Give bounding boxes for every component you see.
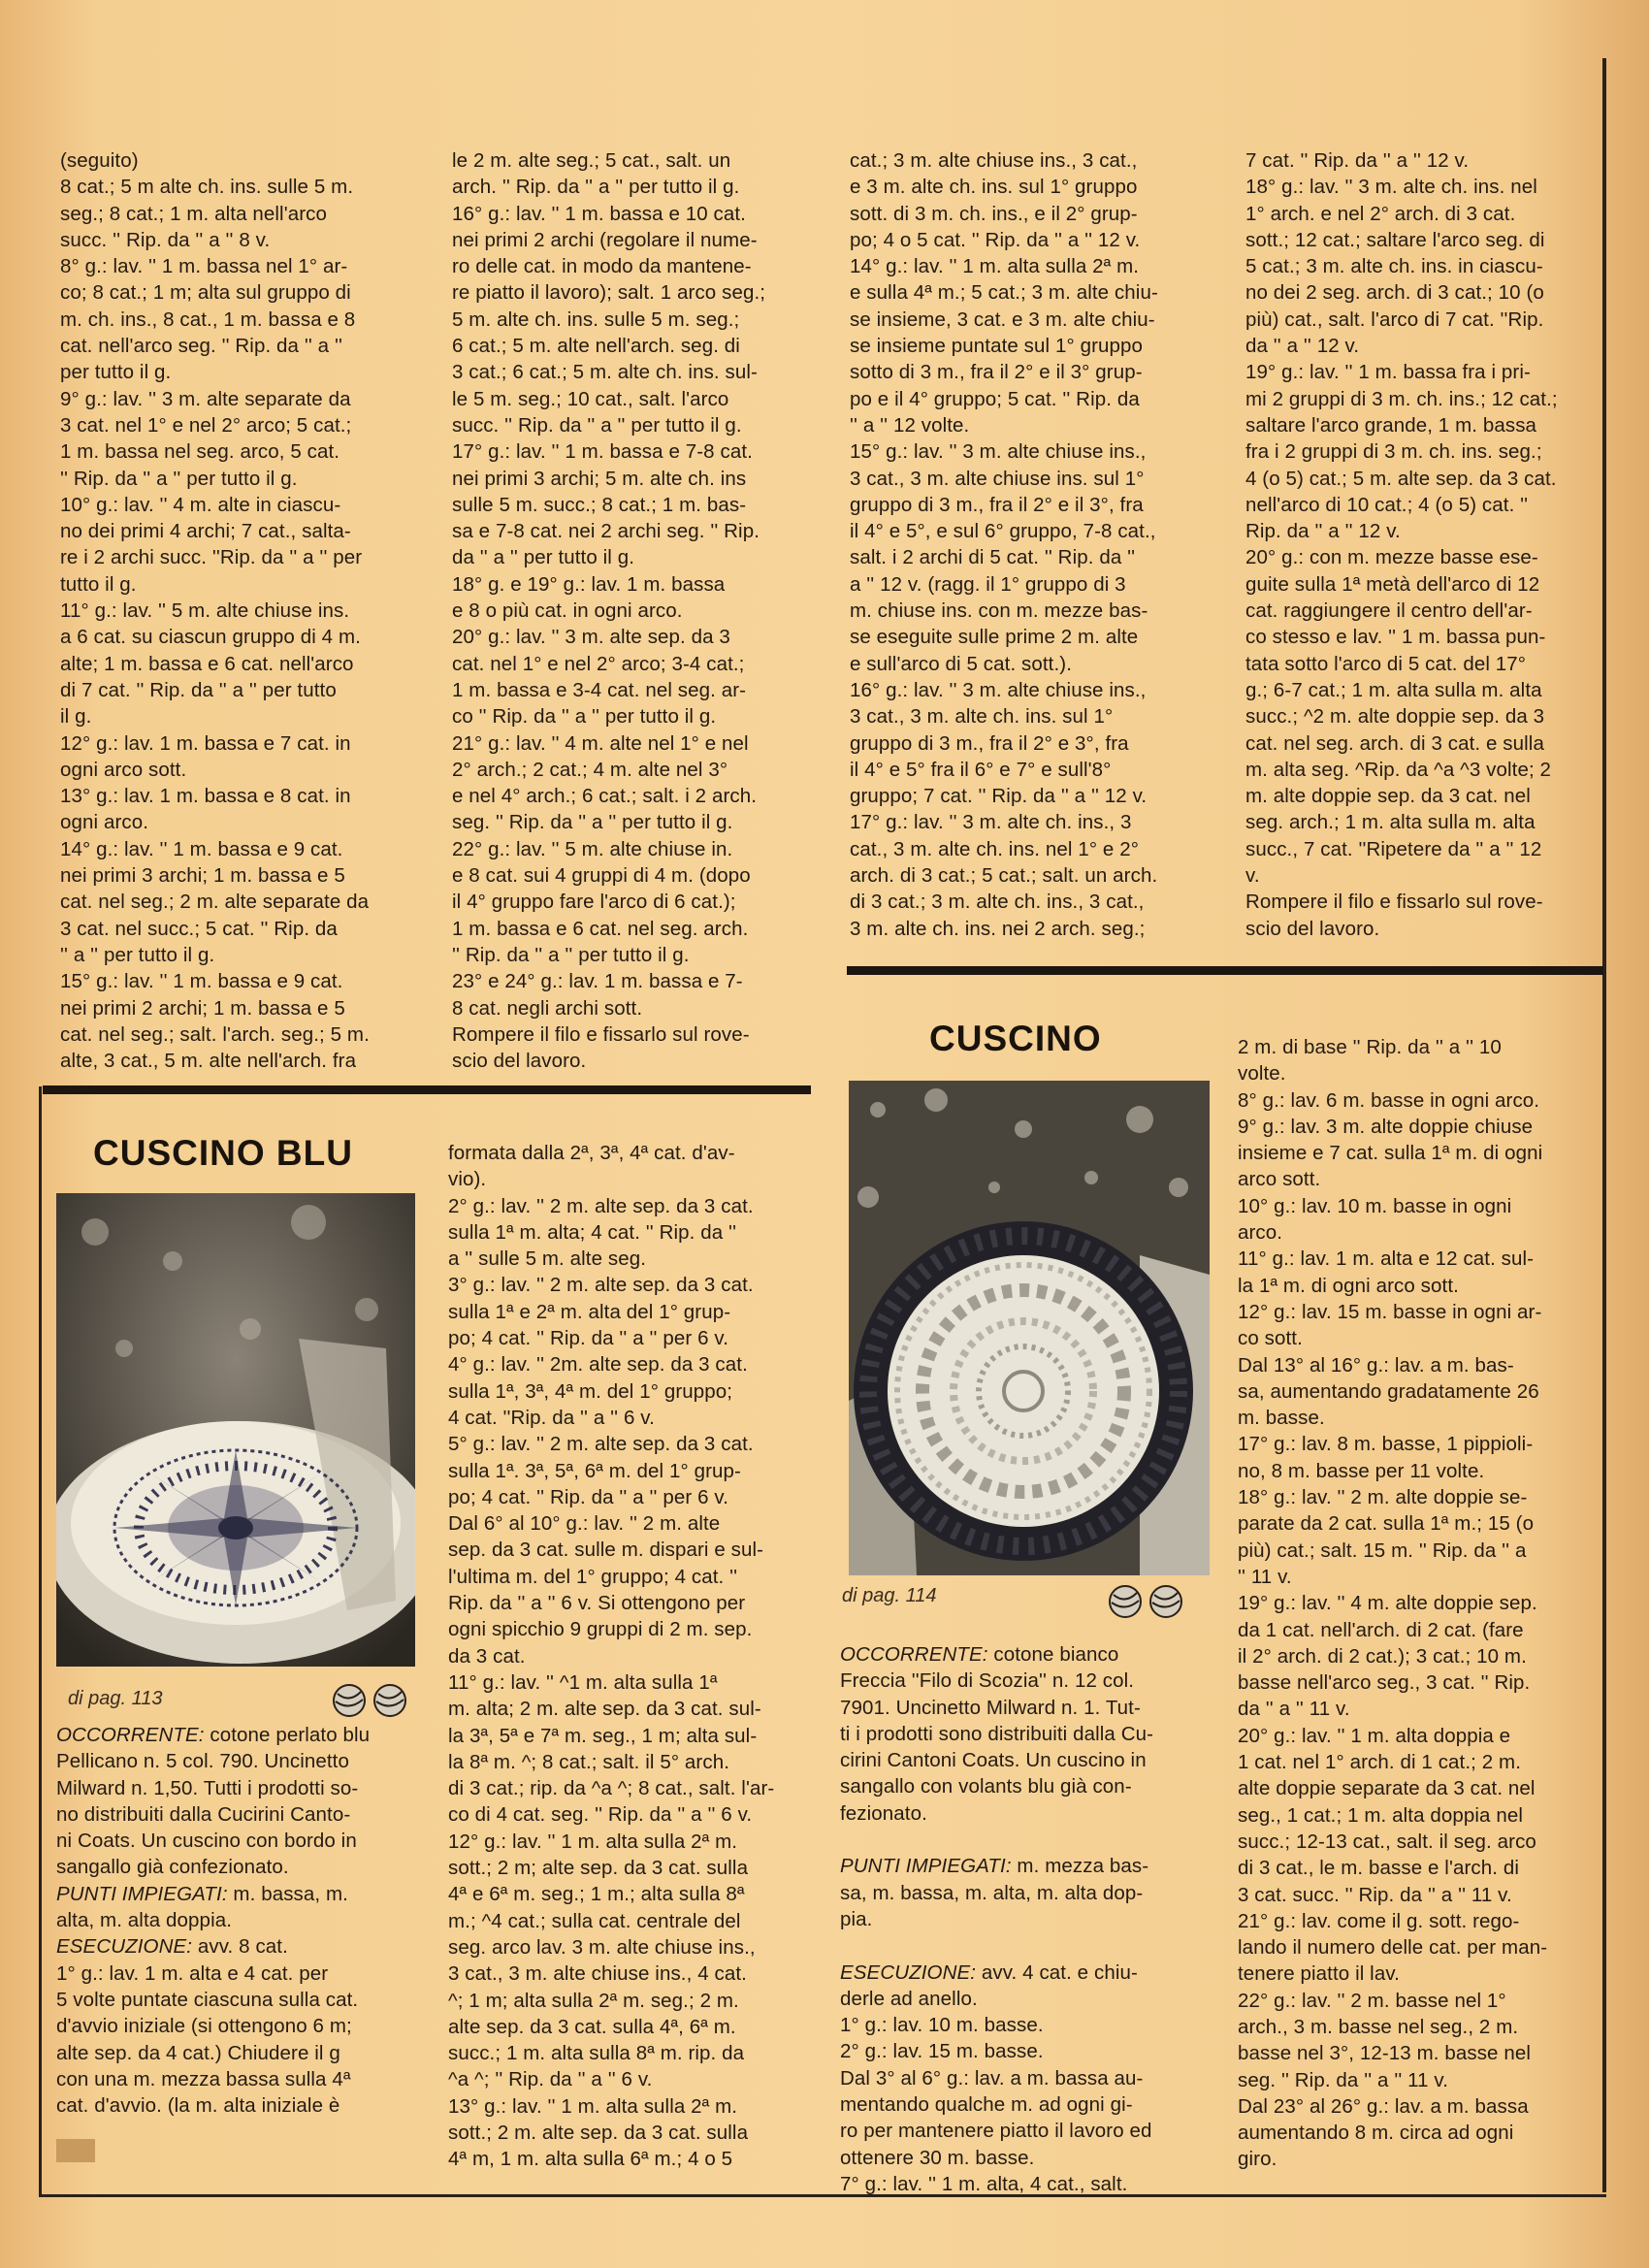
text-line: 1° g.: lav. 10 m. basse. (840, 2014, 1044, 2037)
cuscino-blu-materials-column (56, 1722, 425, 2119)
text-line: 7° g.: lav. '' 1 m. alta, 4 cat., salt. (840, 2172, 1128, 2195)
photo-caption-cuscino: di pag. 114 (842, 1585, 937, 1606)
text-line: 15° g.: lav. '' 3 m. alte chiuse ins., (850, 440, 1147, 464)
text-line: 13° g.: lav. 1 m. bassa e 8 cat. in (60, 785, 351, 808)
text-line: nell'arco di 10 cat.; 4 (o 5) cat. '' (1245, 493, 1529, 516)
text-line: sa e 7-8 cat. nei 2 archi seg. '' Rip. (452, 520, 760, 543)
text-line: alte sep. da 3 cat. sulla 4ª, 6ª m. (448, 2015, 736, 2038)
text-line: 4ª m, 1 m. alta sulla 6ª m.; 4 o 5 (448, 2148, 733, 2171)
text-line: 8 cat.; 5 m alte ch. ins. sulle 5 m. (60, 176, 354, 199)
text-line: 12° g.: lav. 15 m. basse in ogni ar- (1238, 1300, 1542, 1323)
text-line: v. (1245, 864, 1260, 888)
text-line: sulla 1ª e 2ª m. alta del 1° grup- (448, 1300, 731, 1323)
text-line: l'ultima m. del 1° gruppo; 4 cat. '' (448, 1565, 738, 1588)
text-line: 20° g.: con m. mezze basse ese- (1245, 546, 1538, 569)
text-line: sulla 1ª m. alta; 4 cat. '' Rip. da '' (448, 1220, 737, 1244)
text-line: più) cat., salt. l'arco di 7 cat. ''Rip. (1245, 308, 1544, 331)
text-line: Rompere il filo e fissarlo sul rove- (452, 1022, 750, 1046)
text-line: alte; 1 m. bassa e 6 cat. nell'arco (60, 652, 354, 675)
text-line: 8 cat. negli archi sott. (452, 996, 643, 1020)
text-line: la 1ª m. di ogni arco sott. (1238, 1274, 1459, 1297)
text-line: da '' a '' 12 v. (1245, 335, 1360, 358)
text-line: re piatto il lavoro); salt. 1 arco seg.; (452, 281, 766, 305)
border-line-left (39, 1086, 42, 2197)
text-line: 23° e 24° g.: lav. 1 m. bassa e 7- (452, 970, 743, 993)
text-line: guite sulla 1ª metà dell'arco di 12 (1245, 572, 1540, 596)
text-line: scio del lavoro. (1245, 917, 1380, 940)
text-line: tata sotto l'arco di 5 cat. del 17° (1245, 652, 1527, 675)
text-line: e 8 o più cat. in ogni arco. (452, 599, 683, 623)
photo-cuscino (849, 1081, 1210, 1575)
text-line: nei primi 3 archi; 1 m. bassa e 5 (60, 864, 345, 888)
text-line: po; 4 cat. '' Rip. da '' a '' per 6 v. (448, 1485, 728, 1508)
text-line: insieme e 7 cat. sulla 1ª m. di ogni (1238, 1142, 1543, 1165)
text-line: ti i prodotti sono distribuiti dalla Cu- (840, 1722, 1154, 1745)
text-line: cat.; 3 m. alte chiuse ins., 3 cat., (850, 149, 1138, 172)
text-line: 4ª e 6ª m. seg.; 1 m.; alta sulla 8ª (448, 1883, 745, 1906)
text-line: 16° g.: lav. '' 1 m. bassa e 10 cat. (452, 202, 746, 225)
text-line: cat. nel seg.; salt. l'arch. seg.; 5 m. (60, 1022, 370, 1046)
text-line: ottenere 30 m. basse. (840, 2146, 1035, 2169)
text-line: gruppo di 3 m., fra il 2° e il 3°, fra (850, 493, 1144, 516)
text-line: ro per mantenere piatto il lavoro ed (840, 2120, 1152, 2143)
text-line: il 4° gruppo fare l'arco di 6 cat.); (452, 891, 736, 914)
text-line: 5 m. alte ch. ins. sulle 5 m. seg.; (452, 308, 740, 331)
text-line: 18° g.: lav. '' 2 m. alte doppie se- (1238, 1486, 1528, 1509)
text-line: 4° g.: lav. '' 2m. alte sep. da 3 cat. (448, 1353, 748, 1377)
text-line: arco. (1238, 1221, 1283, 1245)
text-line: con una m. mezza bassa sulla 4ª (56, 2067, 351, 2090)
text-line: 3 cat. nel 1° e nel 2° arco; 5 cat.; (60, 413, 352, 437)
text-line: 8° g.: lav. 6 m. basse in ogni arco. (1238, 1088, 1540, 1112)
text-line: volte. (1238, 1062, 1286, 1085)
text-line: '' Rip. da '' a '' per tutto il g. (452, 943, 690, 966)
text-line: e sull'arco di 5 cat. sott.). (850, 652, 1072, 675)
text-line: giro. (1238, 2148, 1277, 2171)
text-line: 11° g.: lav. 1 m. alta e 12 cat. sul- (1238, 1247, 1535, 1271)
text-line: fra i 2 gruppi di 3 m. ch. ins. seg.; (1245, 440, 1542, 464)
text-line: tutto il g. (60, 572, 137, 596)
text-line: m. ch. ins., 8 cat., 1 m. bassa e 8 (60, 308, 356, 331)
text-line: sep. da 3 cat. sulle m. dispari e sul- (448, 1539, 764, 1562)
text-line: sotto di 3 m., fra il 2° e il 3° grup- (850, 361, 1143, 384)
text-line: 7901. Uncinetto Milward n. 1. Tut- (840, 1696, 1141, 1719)
text-line: scio del lavoro. (452, 1050, 587, 1073)
text-line: 17° g.: lav. '' 3 m. alte ch. ins., 3 (850, 811, 1132, 834)
text-line: 12° g.: lav. '' 1 m. alta sulla 2ª m. (448, 1830, 738, 1853)
text-line: 12° g.: lav. 1 m. bassa e 7 cat. in (60, 731, 351, 755)
text-line: a '' 12 v. (ragg. il 1° gruppo di 3 (850, 572, 1126, 596)
text-line: più) cat.; salt. 15 m. '' Rip. da '' a (1238, 1539, 1527, 1562)
text-line: ESECUZIONE: avv. 8 cat. (56, 1935, 288, 1959)
heading-label: OCCORRENTE: (56, 1724, 205, 1746)
heading-label: PUNTI IMPIEGATI: (56, 1882, 228, 1905)
text-line: Milward n. 1,50. Tutti i prodotti so- (56, 1776, 359, 1799)
text-line: 10° g.: lav. '' 4 m. alte in ciascu- (60, 493, 341, 516)
text-line: la 3ª, 5ª e 7ª m. seg., 1 m; alta sul- (448, 1724, 758, 1747)
text-line: seg., 1 cat.; 1 m. alta doppia nel (1238, 1803, 1523, 1827)
text-line: 2° g.: lav. 15 m. basse. (840, 2040, 1044, 2063)
text-line: sangallo già confezionato. (56, 1856, 289, 1879)
text-line: il 2° arch. di 2 cat.); 3 cat.; 10 m. (1238, 1644, 1527, 1668)
border-line-bottom (39, 2194, 1606, 2197)
text-line: Dal 3° al 6° g.: lav. a m. bassa au- (840, 2066, 1144, 2090)
text-line: sott.; 12 cat.; saltare l'arco seg. di (1245, 228, 1545, 251)
text-line: 2 m. di base '' Rip. da '' a '' 10 (1238, 1036, 1502, 1058)
text-line: po; 4 o 5 cat. '' Rip. da '' a '' 12 v. (850, 228, 1141, 251)
text-line: 21° g.: lav. come il g. sott. rego- (1238, 1909, 1520, 1932)
text-line: m. alte doppie sep. da 3 cat. nel (1245, 785, 1531, 808)
text-line: nei primi 2 archi; 1 m. bassa e 5 (60, 996, 345, 1020)
text-line: se eseguite sulle prime 2 m. alte (850, 626, 1139, 649)
text-line: 1 m. bassa e 6 cat. nel seg. arch. (452, 917, 749, 940)
text-line: lando il numero delle cat. per man- (1238, 1936, 1548, 1960)
text-line: succ. '' Rip. da '' a '' 8 v. (60, 228, 271, 251)
text-line: m. alta seg. ^Rip. da ^a ^3 volte; 2 (1245, 758, 1552, 781)
text-line: 6 cat.; 5 m. alte nell'arch. seg. di (452, 335, 740, 358)
text-line: 11° g.: lav. '' 5 m. alte chiuse ins. (60, 599, 350, 623)
text-line: 9° g.: lav. '' 3 m. alte separate da (60, 387, 351, 410)
text-line: Dal 6° al 10° g.: lav. '' 2 m. alte (448, 1512, 721, 1536)
text-line: succ.; 1 m. alta sulla 8ª m. rip. da (448, 2042, 745, 2065)
text-column-3 (850, 147, 1228, 942)
text-line: gruppo; 7 cat. '' Rip. da '' a '' 12 v. (850, 785, 1148, 808)
text-line: 1° g.: lav. 1 m. alta e 4 cat. per (56, 1961, 329, 1985)
text-line: di 3 cat.; 3 m. alte ch. ins., 3 cat., (850, 891, 1145, 914)
text-line: 8° g.: lav. '' 1 m. bassa nel 1° ar- (60, 255, 348, 278)
text-line: Pellicano n. 5 col. 790. Uncinetto (56, 1750, 349, 1773)
text-line: succ. '' Rip. da '' a '' per tutto il g. (452, 413, 742, 437)
text-line: Dal 23° al 26° g.: lav. a m. bassa (1238, 2094, 1529, 2118)
text-line: e 3 m. alte ch. ins. sul 1° gruppo (850, 176, 1138, 199)
text-line: '' Rip. da '' a '' per tutto il g. (60, 467, 298, 490)
text-line: ogni arco. (60, 811, 149, 834)
text-line: sulla 1ª, 3ª, 4ª m. del 1° gruppo; (448, 1379, 733, 1403)
heading-label: ESECUZIONE: (840, 1960, 977, 1984)
text-line: alta, m. alta doppia. (56, 1909, 233, 1932)
text-line: 5 cat.; 3 m. alte ch. ins. in ciascu- (1245, 255, 1543, 278)
text-line: seg.; 8 cat.; 1 m. alta nell'arco (60, 202, 327, 225)
cuscino-materials-column (840, 1641, 1213, 2197)
text-line: sulla 1ª. 3ª, 5ª, 6ª m. del 1° grup- (448, 1459, 741, 1482)
text-line: cat. nel 1° e nel 2° arco; 3-4 cat.; (452, 652, 745, 675)
text-line: pia. (840, 1907, 873, 1930)
cuscino-blu-instructions-column (448, 1140, 817, 2173)
section-title-cuscino: CUSCINO (929, 1019, 1102, 1058)
text-line: 21° g.: lav. '' 4 m. alte nel 1° e nel (452, 731, 749, 755)
text-line: ogni spicchio 9 gruppi di 2 m. sep. (448, 1618, 753, 1641)
text-line: nei primi 2 archi (regolare il nume- (452, 228, 758, 251)
text-line: m. basse. (1238, 1407, 1325, 1430)
text-line: 13° g.: lav. '' 1 m. alta sulla 2ª m. (448, 2094, 738, 2118)
text-line: seg. '' Rip. da '' a '' per tutto il g. (452, 811, 733, 834)
text-line: 3 m. alte ch. ins. nei 2 arch. seg.; (850, 917, 1146, 940)
text-line: ro delle cat. in modo da mantene- (452, 255, 752, 278)
text-line: sott.; 2 m; alte sep. da 3 cat. sulla (448, 1857, 749, 1880)
text-line: 20° g.: lav. '' 1 m. alta doppia e (1238, 1724, 1511, 1747)
text-line: 4 cat. ''Rip. da '' a '' 6 v. (448, 1406, 655, 1429)
text-line: cat., 3 m. alte ch. ins. nel 1° e 2° (850, 837, 1140, 860)
text-line: sott.; 2 m. alte sep. da 3 cat. sulla (448, 2121, 749, 2144)
section-rule-left (43, 1085, 811, 1094)
text-line: OCCORRENTE: cotone perlato blu (56, 1724, 371, 1746)
text-line: Rip. da '' a '' 12 v. (1245, 520, 1401, 543)
text-line: '' 11 v. (1238, 1565, 1292, 1588)
text-line: e nel 4° arch.; 6 cat.; salt. i 2 arch. (452, 785, 758, 808)
text-line: la 8ª m. ^; 8 cat.; salt. il 5° arch. (448, 1750, 730, 1773)
text-line: Rip. da '' a '' 6 v. Si ottengono per (448, 1592, 746, 1615)
text-line: saltare l'arco grande, 1 m. bassa (1245, 413, 1537, 437)
text-line: 18° g.: lav. '' 3 m. alte ch. ins. nel (1245, 176, 1537, 199)
text-line: mi 2 gruppi di 3 m. ch. ins.; 12 cat.; (1245, 387, 1558, 410)
text-line: 16° g.: lav. '' 3 m. alte chiuse ins., (850, 678, 1147, 701)
cuscino-instructions-column (1238, 1034, 1606, 2173)
text-line: 1° arch. e nel 2° arch. di 3 cat. (1245, 202, 1516, 225)
section-rule-right (847, 966, 1603, 975)
text-line: seg. '' Rip. da '' a '' 11 v. (1238, 2068, 1449, 2091)
text-line: 17° g.: lav. '' 1 m. bassa e 7-8 cat. (452, 440, 753, 464)
heading-label: OCCORRENTE: (840, 1643, 988, 1666)
text-line: parate da 2 cat. sulla 1ª m.; 15 (o (1238, 1512, 1535, 1536)
text-line: 2° arch.; 2 cat.; 4 m. alte nel 3° (452, 758, 728, 781)
text-line: da 3 cat. (448, 1644, 526, 1668)
text-line: tenere piatto il lav. (1238, 1962, 1400, 1986)
text-line: 11° g.: lav. '' ^1 m. alta sulla 1ª (448, 1670, 718, 1694)
text-line: re i 2 archi succ. ''Rip. da '' a '' per (60, 546, 363, 569)
text-line (840, 1932, 1213, 1959)
text-line: g.; 6-7 cat.; 1 m. alta sulla m. alta (1245, 678, 1542, 701)
text-line: da 1 cat. nell'arch. di 2 cat. (fare (1238, 1618, 1524, 1641)
photo-cuscino-blu (56, 1193, 415, 1667)
text-line: arch. di 3 cat.; 5 cat.; salt. un arch. (850, 864, 1158, 888)
text-line: il 4° e 5°, e sul 6° gruppo, 7-8 cat., (850, 520, 1156, 543)
text-line: sa, aumentando gradatamente 26 (1238, 1379, 1539, 1403)
text-line: 3° g.: lav. '' 2 m. alte sep. da 3 cat. (448, 1274, 754, 1297)
text-line: succ.; 12-13 cat., salt. il seg. arco (1238, 1830, 1536, 1853)
text-line: 10° g.: lav. 10 m. basse in ogni (1238, 1194, 1512, 1217)
text-line: '' a '' per tutto il g. (60, 943, 215, 966)
text-line: arch., 3 m. basse nel seg., 2 m. (1238, 2015, 1519, 2038)
text-line: m.; ^4 cat.; sulla cat. centrale del (448, 1909, 741, 1932)
text-line: 19° g.: lav. '' 1 m. bassa fra i pri- (1245, 361, 1531, 384)
text-line: alte sep. da 4 cat.) Chiudere il g (56, 2041, 340, 2064)
text-line: 15° g.: lav. '' 1 m. bassa e 9 cat. (60, 970, 343, 993)
heading-label: ESECUZIONE: (56, 1935, 193, 1959)
text-line: cat. raggiungere il centro dell'ar- (1245, 599, 1533, 623)
text-line: 7 cat. '' Rip. da '' a '' 12 v. (1245, 149, 1470, 172)
heading-label: PUNTI IMPIEGATI: (840, 1855, 1012, 1878)
text-line: po; 4 cat. '' Rip. da '' a '' per 6 v. (448, 1327, 728, 1350)
text-line: aumentando 8 m. circa ad ogni (1238, 2122, 1514, 2145)
section-title-cuscino-blu: CUSCINO BLU (93, 1133, 353, 1173)
text-line: derle ad anello. (840, 1987, 978, 2010)
text-line: alte doppie separate da 3 cat. nel (1238, 1777, 1536, 1800)
text-line: ogni arco sott. (60, 758, 187, 781)
text-line: basse nel 3°, 12-13 m. basse nel (1238, 2042, 1531, 2065)
text-line: co '' Rip. da '' a '' per tutto il g. (452, 705, 717, 729)
text-line: nei primi 3 archi; 5 m. alte ch. ins (452, 467, 747, 490)
text-line: no dei 2 seg. arch. di 3 cat.; 10 (o (1245, 281, 1544, 305)
text-line: 1 cat. nel 1° arch. di 1 cat.; 2 m. (1238, 1751, 1522, 1774)
text-line: PUNTI IMPIEGATI: m. mezza bas- (840, 1855, 1149, 1878)
text-line: 3 cat., 3 m. alte chiuse ins., 4 cat. (448, 1962, 747, 1986)
text-line: no dei primi 4 archi; 7 cat., salta- (60, 520, 351, 543)
text-line: sangallo con volants blu già con- (840, 1775, 1132, 1798)
text-line: no, 8 m. basse per 11 volte. (1238, 1459, 1485, 1482)
text-line: ^; 1 m; alta sulla 2ª m. seg.; 2 m. (448, 1989, 739, 2012)
text-line: se insieme puntate sul 1° gruppo (850, 335, 1144, 358)
text-line: co sott. (1238, 1327, 1303, 1350)
text-line: cat. nell'arco seg. '' Rip. da '' a '' (60, 335, 342, 358)
text-line: il 4° e 5° fra il 6° e 7° e sull'8° (850, 758, 1112, 781)
text-column-1 (60, 147, 438, 1074)
page-number-marker (56, 2139, 95, 2162)
text-line: sa, m. bassa, m. alta, m. alta dop- (840, 1881, 1144, 1904)
text-line: da '' a '' per tutto il g. (452, 546, 635, 569)
text-line: co; 8 cat.; 1 m; alta sul gruppo di (60, 281, 351, 305)
text-line: 22° g.: lav. '' 2 m. basse nel 1° (1238, 1989, 1506, 2012)
text-line: co di 4 cat. seg. '' Rip. da '' a '' 6 v. (448, 1803, 753, 1827)
text-line (840, 1827, 1213, 1853)
text-line: succ., 7 cat. ''Ripetere da '' a '' 12 (1245, 837, 1542, 860)
text-line: 3 cat. succ. '' Rip. da '' a '' 11 v. (1238, 1883, 1512, 1906)
text-line: basse nell'arco seg., 3 cat. '' Rip. (1238, 1671, 1531, 1695)
text-line: 1 m. bassa e 3-4 cat. nel seg. ar- (452, 678, 747, 701)
yarn-skein-icon (330, 1680, 411, 1721)
text-line: le 2 m. alte seg.; 5 cat., salt. un (452, 149, 731, 172)
text-line: succ.; ^2 m. alte doppie sep. da 3 (1245, 705, 1545, 729)
text-line: po e il 4° gruppo; 5 cat. '' Rip. da (850, 387, 1140, 410)
text-line: se insieme, 3 cat. e 3 m. alte chiu- (850, 308, 1155, 331)
text-line: sott. di 3 m. ch. ins., e il 2° grup- (850, 202, 1138, 225)
text-line: 3 cat., 3 m. alte chiuse ins. sul 1° (850, 467, 1145, 490)
text-line: arch. '' Rip. da '' a '' per tutto il g. (452, 176, 740, 199)
text-line: mentando qualche m. ad ogni gi- (840, 2093, 1133, 2117)
text-line: PUNTI IMPIEGATI: m. bassa, m. (56, 1882, 348, 1905)
text-line: e sulla 4ª m.; 5 cat.; 3 m. alte chiu- (850, 281, 1158, 305)
text-line: ESECUZIONE: avv. 4 cat. e chiu- (840, 1960, 1138, 1984)
text-line: m. chiuse ins. con m. mezze bas- (850, 599, 1148, 623)
text-line: seg. arch.; 1 m. alta sulla m. alta (1245, 811, 1536, 834)
text-line: 22° g.: lav. '' 5 m. alte chiuse in. (452, 837, 733, 860)
text-line: formata dalla 2ª, 3ª, 4ª cat. d'av- (448, 1142, 735, 1164)
text-line: ^a ^; '' Rip. da '' a '' 6 v. (448, 2068, 653, 2091)
text-line: di 3 cat., le m. basse e l'arch. di (1238, 1857, 1519, 1880)
text-line: d'avvio iniziale (si ottengono 6 m; (56, 2015, 352, 2038)
text-line: 5 volte puntate ciascuna sulla cat. (56, 1988, 359, 2011)
text-line: 5° g.: lav. '' 2 m. alte sep. da 3 cat. (448, 1433, 754, 1456)
text-line: alte, 3 cat., 5 m. alte nell'arch. fra (60, 1050, 357, 1073)
text-line: di 3 cat.; rip. da ^a ^; 8 cat., salt. l'ar- (448, 1777, 775, 1800)
text-line: vio). (448, 1168, 487, 1191)
text-line: ni Coats. Un cuscino con bordo in (56, 1830, 357, 1853)
text-line: per tutto il g. (60, 361, 172, 384)
text-line: 3 cat. nel succ.; 5 cat. '' Rip. da (60, 917, 338, 940)
text-column-4 (1245, 147, 1624, 942)
text-line: 3 cat., 3 m. alte ch. ins. sul 1° (850, 705, 1114, 729)
text-line: seg. arco lav. 3 m. alte chiuse ins., (448, 1935, 756, 1959)
text-line: 17° g.: lav. 8 m. basse, 1 pippioli- (1238, 1433, 1534, 1456)
text-line: sulle 5 m. succ.; 8 cat.; 1 m. bas- (452, 493, 747, 516)
text-line: OCCORRENTE: cotone bianco (840, 1643, 1119, 1666)
yarn-skein-icon (1106, 1581, 1187, 1622)
text-line: e 8 cat. sui 4 gruppi di 4 m. (dopo (452, 864, 751, 888)
text-line: fezionato. (840, 1801, 927, 1825)
text-line: 4 (o 5) cat.; 5 m. alte sep. da 3 cat. (1245, 467, 1557, 490)
text-line: no distribuiti dalla Cucirini Canto- (56, 1802, 351, 1826)
text-line: co stesso e lav. '' 1 m. bassa pun- (1245, 626, 1546, 649)
text-line: 20° g.: lav. '' 3 m. alte sep. da 3 (452, 626, 730, 649)
text-line: 1 m. bassa nel seg. arco, 5 cat. (60, 440, 340, 464)
text-line: (seguito) (60, 149, 139, 172)
text-line: gruppo di 3 m., fra il 2° e 3°, fra (850, 731, 1129, 755)
text-line: 2° g.: lav. '' 2 m. alte sep. da 3 cat. (448, 1194, 754, 1217)
text-line: m. alta; 2 m. alte sep. da 3 cat. sul- (448, 1698, 761, 1721)
text-line: 18° g. e 19° g.: lav. 1 m. bassa (452, 572, 726, 596)
photo-caption-blu: di pag. 113 (68, 1688, 163, 1709)
text-line: cirini Cantoni Coats. Un cuscino in (840, 1749, 1147, 1772)
text-line: a '' sulle 5 m. alte seg. (448, 1247, 647, 1271)
text-line: Freccia ''Filo di Scozia'' n. 12 col. (840, 1669, 1135, 1693)
text-line: Rompere il filo e fissarlo sul rove- (1245, 891, 1543, 914)
text-line: salt. i 2 archi di 5 cat. '' Rip. da '' (850, 546, 1136, 569)
text-line: di 7 cat. '' Rip. da '' a '' per tutto (60, 678, 337, 701)
text-line: arco sott. (1238, 1168, 1321, 1191)
text-line: 3 cat.; 6 cat.; 5 m. alte ch. ins. sul- (452, 361, 758, 384)
text-line: da '' a '' 11 v. (1238, 1698, 1350, 1721)
text-line: cat. nel seg.; 2 m. alte separate da (60, 891, 370, 914)
text-line: cat. nel seg. arch. di 3 cat. e sulla (1245, 731, 1544, 755)
text-line: 14° g.: lav. '' 1 m. bassa e 9 cat. (60, 837, 343, 860)
text-line: 19° g.: lav. '' 4 m. alte doppie sep. (1238, 1592, 1537, 1615)
text-line: 9° g.: lav. 3 m. alte doppie chiuse (1238, 1115, 1534, 1138)
text-line: le 5 m. seg.; 10 cat., salt. l'arco (452, 387, 729, 410)
text-line: a 6 cat. su ciascun gruppo di 4 m. (60, 626, 361, 649)
text-line: Dal 13° al 16° g.: lav. a m. bas- (1238, 1353, 1514, 1377)
text-column-2 (452, 147, 830, 1074)
text-line: '' a '' 12 volte. (850, 413, 970, 437)
text-line: il g. (60, 705, 92, 729)
text-line: cat. d'avvio. (la m. alta iniziale è (56, 2094, 340, 2118)
text-line: 14° g.: lav. '' 1 m. alta sulla 2ª m. (850, 255, 1140, 278)
